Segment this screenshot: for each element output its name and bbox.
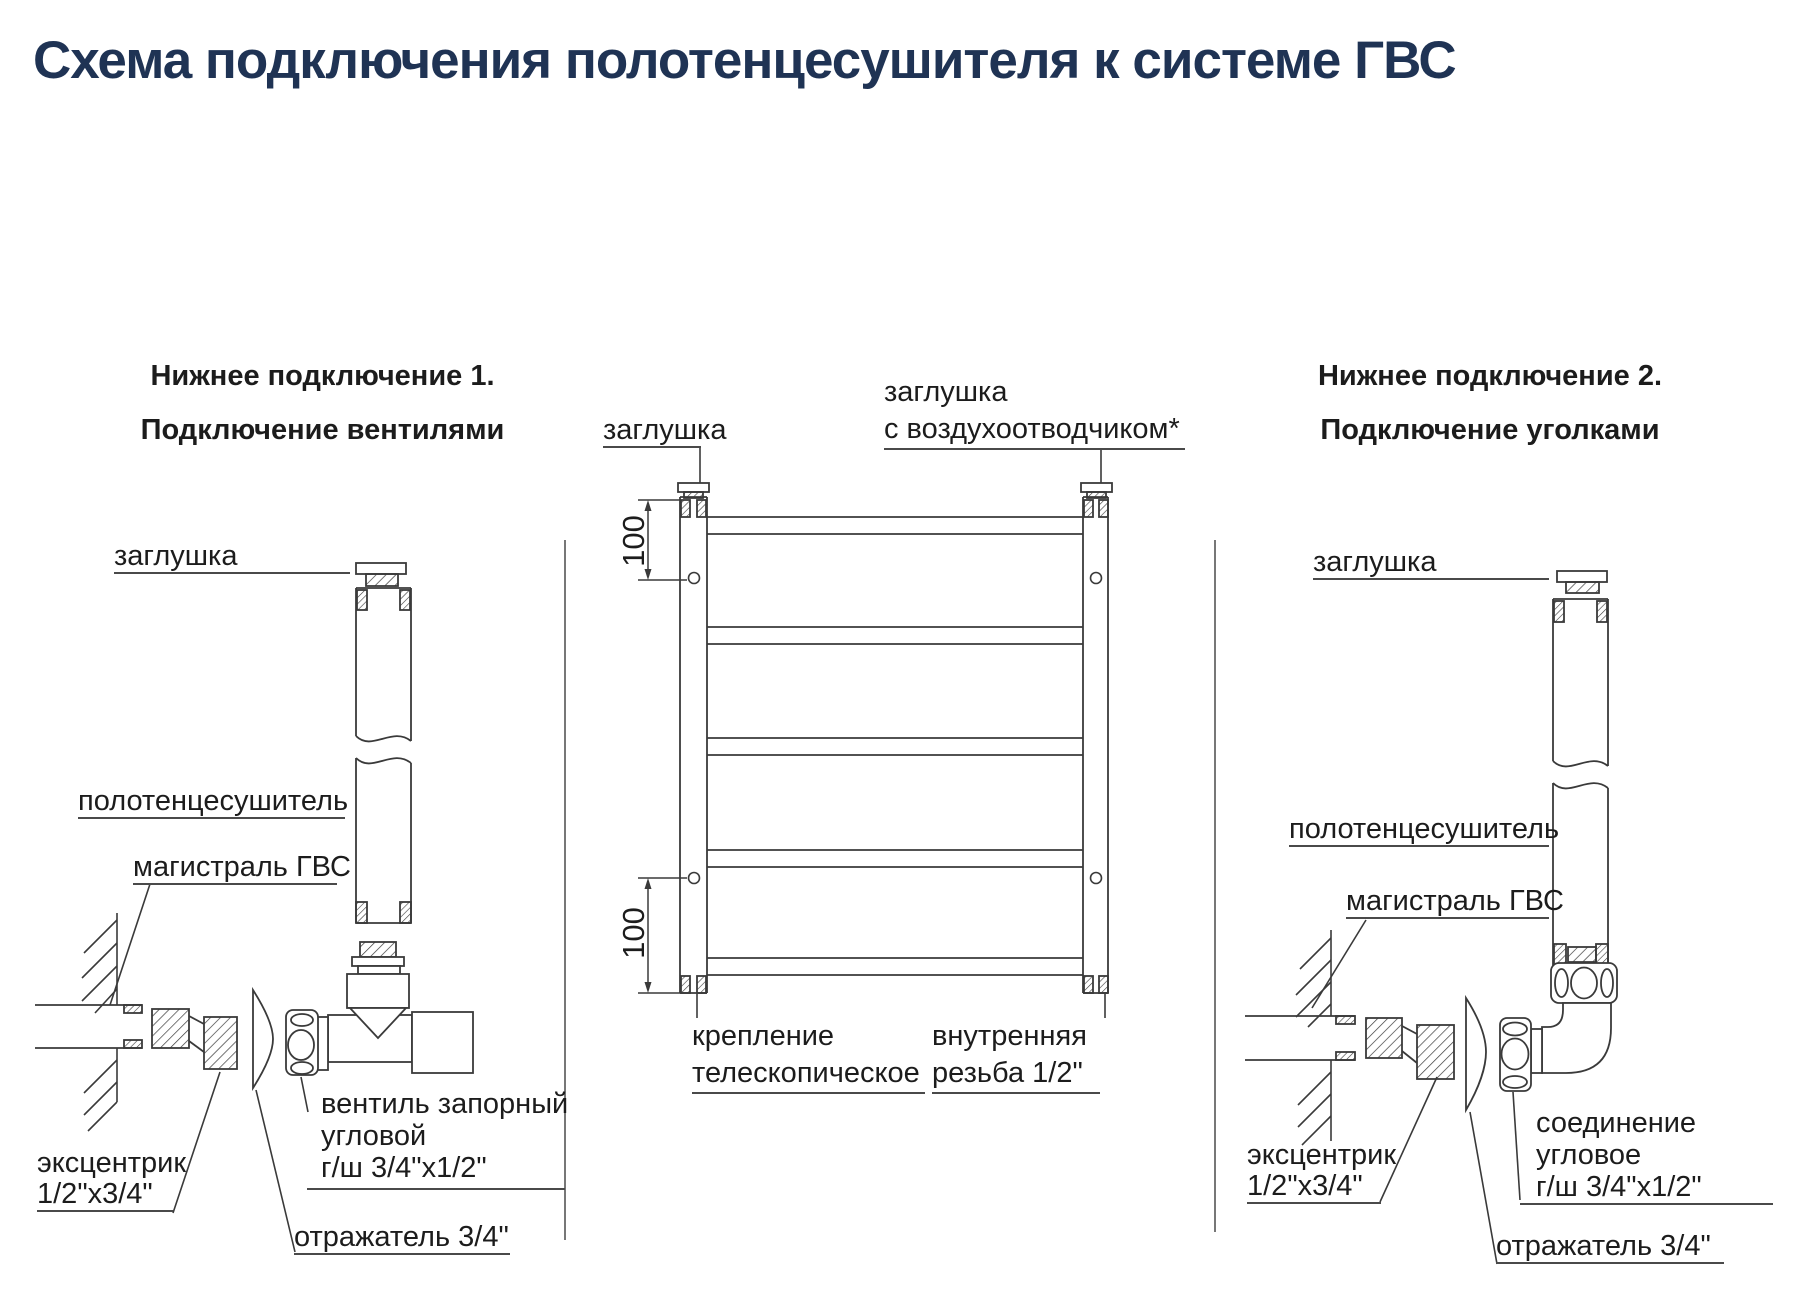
right-reflector bbox=[1466, 998, 1486, 1110]
middle-air-vent-plug-label-line2: с воздухоотводчиком* bbox=[884, 413, 1180, 445]
section-dividers bbox=[565, 540, 1215, 1240]
right-eccentric-label-line2: 1/2"x3/4" bbox=[1247, 1170, 1363, 1202]
ladder-rungs bbox=[707, 517, 1083, 975]
left-hws-main-label: магистраль ГВС bbox=[133, 851, 351, 883]
right-plug bbox=[1557, 571, 1607, 593]
page-title: Схема подключения полотенцесушителя к системе ГВС bbox=[33, 31, 1456, 90]
left-eccentric bbox=[152, 1009, 237, 1069]
left-reflector bbox=[253, 990, 273, 1088]
right-leader-lines bbox=[1312, 920, 1520, 1264]
left-towel-rail-pipe bbox=[356, 588, 411, 923]
left-plug bbox=[356, 563, 406, 586]
left-valve-label bbox=[307, 1088, 569, 1190]
left-reflector-label: отражатель 3/4" bbox=[294, 1221, 509, 1253]
right-corner-connection bbox=[1531, 947, 1617, 1073]
left-eccentric-label bbox=[37, 1147, 187, 1212]
left-valve-label-line2: угловой bbox=[321, 1120, 427, 1152]
right-reflector-label: отражатель 3/4" bbox=[1496, 1231, 1724, 1264]
middle-leader-lines bbox=[697, 446, 1105, 1018]
right-corner-label bbox=[1520, 1107, 1773, 1205]
dimension-top-value: 100 bbox=[616, 515, 651, 567]
ladder-towel-rail bbox=[638, 446, 1112, 1018]
middle-thread-label-line1: внутренняя bbox=[932, 1020, 1087, 1052]
left-towel-rail-label: полотенцесушитель bbox=[78, 785, 349, 817]
right-plug-label: заглушка bbox=[1313, 547, 1549, 580]
left-section-heading-1: Нижнее подключение 1. bbox=[150, 360, 495, 392]
middle-thread-label-line2: резьба 1/2" bbox=[932, 1057, 1083, 1089]
left-union-nut bbox=[286, 1010, 318, 1075]
middle-air-vent-plug-label bbox=[884, 374, 1185, 450]
right-wall bbox=[1296, 930, 1331, 1145]
middle-air-vent-plug-label-line1: заглушка bbox=[884, 376, 1008, 408]
left-valve-label-line1: вентиль запорный bbox=[321, 1088, 569, 1120]
mounting-holes bbox=[689, 573, 1102, 884]
right-eccentric-label bbox=[1247, 1139, 1397, 1204]
ladder-plug-right bbox=[1081, 483, 1112, 498]
ladder-verticals bbox=[680, 497, 1108, 993]
right-towel-rail-label: полотенцесушитель bbox=[1289, 813, 1560, 845]
ladder-plug-left bbox=[678, 483, 709, 498]
right-section-heading-1: Нижнее подключение 2. bbox=[1317, 360, 1663, 392]
right-corner-label-line3: г/ш 3/4"x1/2" bbox=[1536, 1171, 1702, 1203]
middle-mount-label bbox=[692, 1018, 925, 1094]
right-eccentric-label-line1: эксцентрик bbox=[1247, 1139, 1397, 1171]
left-wall bbox=[82, 913, 117, 1131]
right-hws-main-label: магистраль ГВС bbox=[1346, 885, 1564, 917]
left-plug-label: заглушка bbox=[114, 541, 350, 574]
middle-mount-label-line2: телескопическое bbox=[692, 1057, 920, 1089]
right-eccentric bbox=[1366, 1018, 1454, 1079]
left-hws-pipe bbox=[35, 1005, 142, 1048]
left-angle-valve bbox=[316, 942, 473, 1073]
left-eccentric-label-line1: эксцентрик bbox=[37, 1147, 187, 1179]
dimension-bottom-value: 100 bbox=[616, 907, 651, 959]
right-corner-label-line1: соединение bbox=[1536, 1107, 1697, 1139]
right-corner-label-line2: угловое bbox=[1536, 1139, 1642, 1171]
middle-plug-label: заглушка bbox=[603, 414, 727, 446]
right-hws-pipe bbox=[1245, 1016, 1355, 1060]
right-section-heading-2: Подключение уголками bbox=[1320, 414, 1660, 446]
middle-thread-label bbox=[932, 1018, 1100, 1094]
right-union-nut bbox=[1500, 1018, 1531, 1091]
middle-mount-label-line1: крепление bbox=[692, 1020, 835, 1052]
left-eccentric-label-line2: 1/2"x3/4" bbox=[37, 1178, 153, 1210]
left-valve-label-line3: г/ш 3/4"x1/2" bbox=[321, 1152, 487, 1184]
left-section-heading-2: Подключение вентилями bbox=[140, 414, 505, 446]
